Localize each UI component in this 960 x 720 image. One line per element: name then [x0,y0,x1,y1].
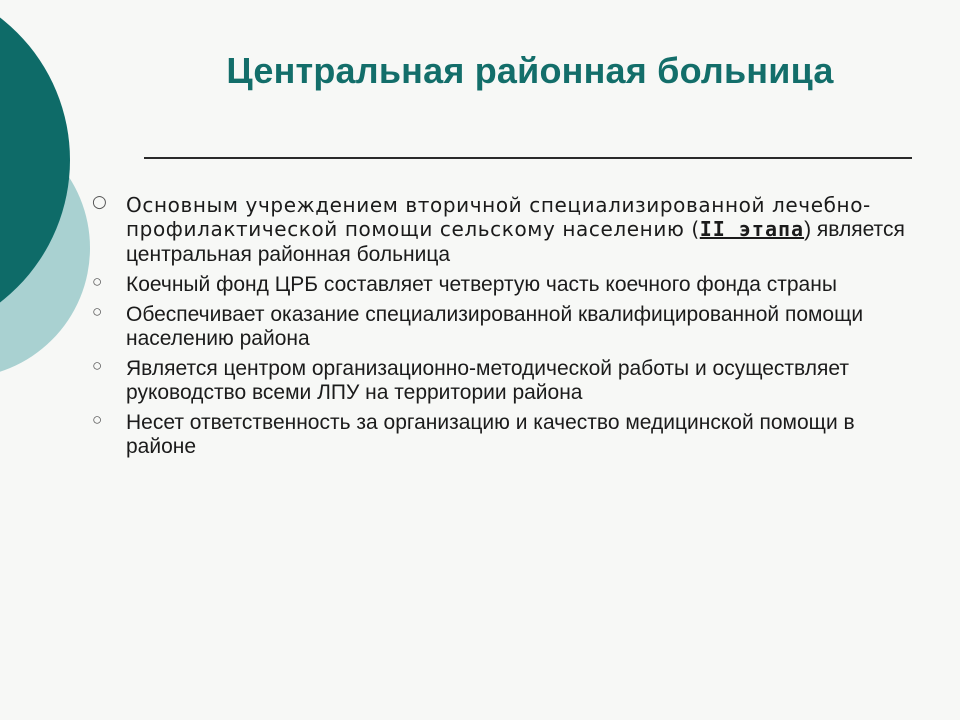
circle-bullet-icon: ○ [92,272,103,291]
bullet-text: Коечный фонд ЦРБ составляет четвертую часть коечного фонда страны [126,273,837,296]
bullet-item [88,273,928,297]
bullet-text: Несет ответственность за организацию и качество медицинской помощи в районе [126,411,855,458]
bullet-item [88,411,928,459]
stage-label: II этапа [699,217,805,241]
bullet-item [88,357,928,405]
bullet-item [88,303,928,351]
circle-bullet-icon: ○ [92,192,108,212]
bullet-text: Является центром организационно-методической работы и осуществляет руководство всеми ЛПУ на территории района [126,357,849,404]
circle-bullet-icon: ○ [92,356,103,375]
bullet-text: Обеспечивает оказание специализированной квалифицированной помощи населению района [126,303,864,350]
circle-bullet-icon: ○ [92,302,103,321]
circle-bullet-icon: ○ [92,410,103,429]
bullet-text: Основным учреждением вторичной специализированной лечебно-профилактической помощи сельскому населению ( [126,193,871,241]
slide-title: Центральная районная больница [226,50,834,91]
title-divider [144,157,912,159]
bullet-list [88,193,928,465]
bullet-item [88,193,928,267]
bullet-text: ) является центральная районная больница [126,218,905,266]
